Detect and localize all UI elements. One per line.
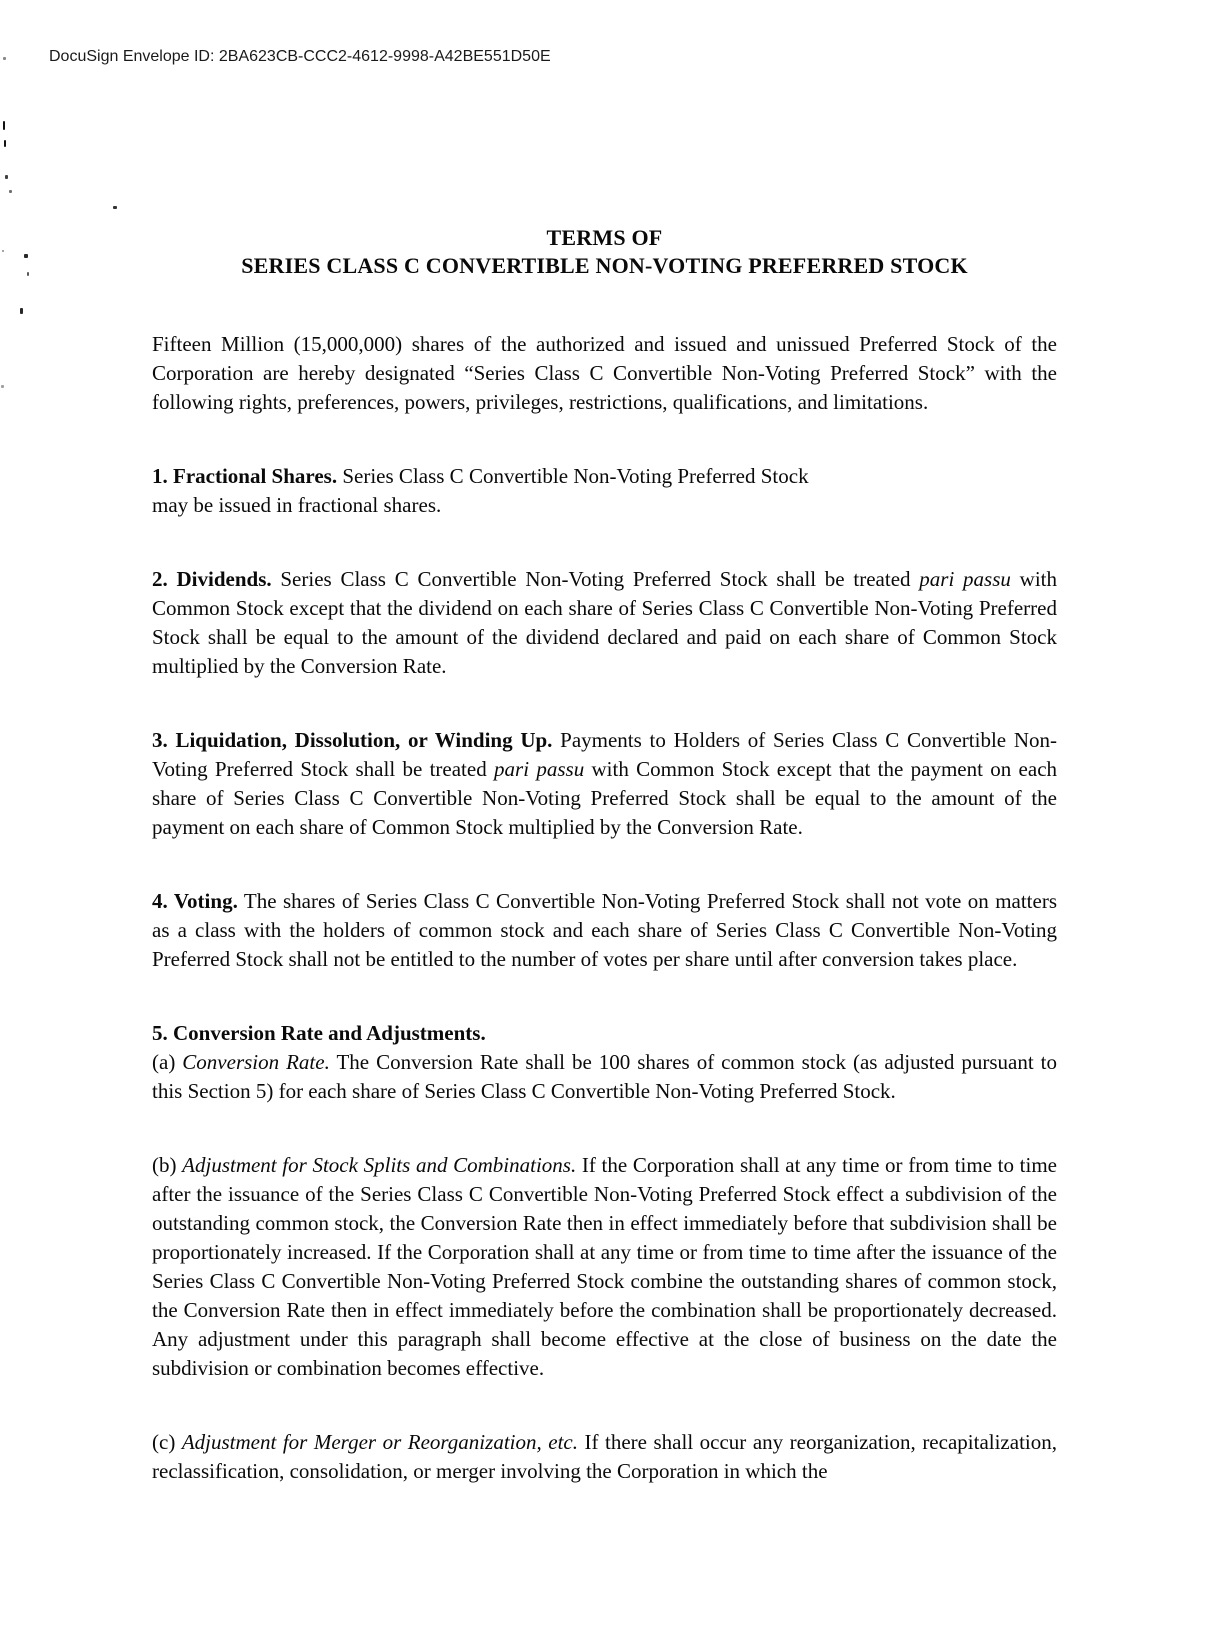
section-3-heading: 3. Liquidation, Dissolution, or Winding Up.: [152, 728, 553, 752]
section-4-text: The shares of Series Class C Convertible Non-Voting Preferred Stock shall not vote on matters as a class with the holders of common stock and each share of Series Class C Convertible Non-Voting Preferred Stock shall not be entitled to the number of votes per share until after conversion takes place.: [152, 889, 1057, 971]
title-line-2: SERIES CLASS C CONVERTIBLE NON-VOTING PREFERRED STOCK: [241, 253, 968, 278]
section-voting: [152, 887, 1057, 974]
document-body: [152, 224, 1057, 1486]
scan-speck: [24, 254, 28, 258]
section-5c-italic-heading: Adjustment for Merger or Reorganization, etc.: [181, 1430, 578, 1454]
section-fractional-shares: [152, 462, 1057, 520]
scan-speck: [2, 250, 4, 252]
section-5b-label: (b): [152, 1153, 183, 1177]
section-3-text-cont: with Common Stock except that the payment on each share of Series Class C Convertible Non-Voting Preferred Stock shall be equal to the amount of the payment on each share of Common Stock multiplied by the Conversion Rate.: [152, 757, 1058, 839]
section-2-italic-phrase: pari passu: [919, 567, 1011, 591]
section-4-heading: 4. Voting.: [152, 889, 238, 913]
section-liquidation: [152, 726, 1057, 842]
document-title: [152, 224, 1057, 280]
section-conversion-heading-line: [152, 1019, 1057, 1048]
scan-speck: [9, 190, 12, 193]
scan-speck: [5, 175, 8, 179]
scan-speck: [113, 206, 117, 209]
section-5-heading: 5. Conversion Rate and Adjustments.: [152, 1021, 486, 1045]
section-5b-text: If the Corporation shall at any time or from time to time after the issuance of the Series Class C Convertible Non-Voting Preferred Stock effect a subdivision of the outstanding common stock, the Conversion Rate then in effect immediately before that subdivision shall be proportionately increased. If the Corporation shall at any time or from time to time after the issuance of the Series Class C Convertible Non-Voting Preferred Stock combine the outstanding shares of common stock, the Conversion Rate then in effect immediately before the combination shall be proportionately decreased. Any adjustment under this paragraph shall become effective at the close of business on the date the subdivision or combination becomes effective.: [152, 1153, 1057, 1380]
section-5a-italic-heading: Conversion Rate.: [182, 1050, 330, 1074]
section-2-text-cont: with Common Stock except that the dividend on each share of Series Class C Convertible Non-Voting Preferred Stock shall be equal to the amount of the dividend declared and paid on each share of Common Stock multiplied by the Conversion Rate.: [152, 567, 1057, 678]
section-1-heading: 1. Fractional Shares.: [152, 464, 338, 488]
section-5c-label: (c): [152, 1430, 182, 1454]
title-line-1: TERMS OF: [546, 225, 663, 250]
section-1-text-line2: may be issued in fractional shares.: [152, 493, 442, 517]
section-5c-text: If there shall occur any reorganization, recapitalization, reclassification, consolidation, or merger involving the Corporation in which the: [152, 1430, 1057, 1483]
section-1-text-line1: Series Class C Convertible Non-Voting Preferred Stock: [337, 464, 809, 488]
scan-speck: [27, 272, 29, 276]
scan-speck: [1, 385, 4, 388]
scan-speck: [3, 57, 6, 60]
section-conversion-a: [152, 1048, 1057, 1106]
scan-speck: [3, 121, 5, 130]
scan-speck: [20, 308, 23, 314]
section-5b-italic-heading: Adjustment for Stock Splits and Combinations.: [182, 1153, 577, 1177]
scan-speck: [4, 140, 6, 147]
section-conversion-c: [152, 1428, 1057, 1486]
intro-paragraph: Fifteen Million (15,000,000) shares of the authorized and issued and unissued Preferred Stock of the Corporation are hereby designated “Series Class C Convertible Non-Voting Preferred Stock” with the following rights, preferences, powers, privileges, restrictions, qualifications, and limitations.: [152, 332, 1057, 414]
section-2-heading: 2. Dividends.: [152, 567, 272, 591]
section-dividends: [152, 565, 1057, 681]
section-2-text: Series Class C Convertible Non-Voting Preferred Stock shall be treated: [271, 567, 920, 591]
section-conversion-b: [152, 1151, 1057, 1383]
docusign-envelope-id: DocuSign Envelope ID: 2BA623CB-CCC2-4612-9998-A42BE551D50E: [49, 48, 551, 65]
section-5a-label: (a): [152, 1050, 183, 1074]
section-3-italic-phrase: pari passu: [494, 757, 585, 781]
section-3-text: Payments to Holders of Series Class C Convertible Non-Voting Preferred Stock shall be treated: [152, 728, 1057, 781]
section-5a-text: The Conversion Rate shall be 100 shares of common stock (as adjusted pursuant to this Section 5) for each share of Series Class C Convertible Non-Voting Preferred Stock.: [152, 1050, 1058, 1103]
